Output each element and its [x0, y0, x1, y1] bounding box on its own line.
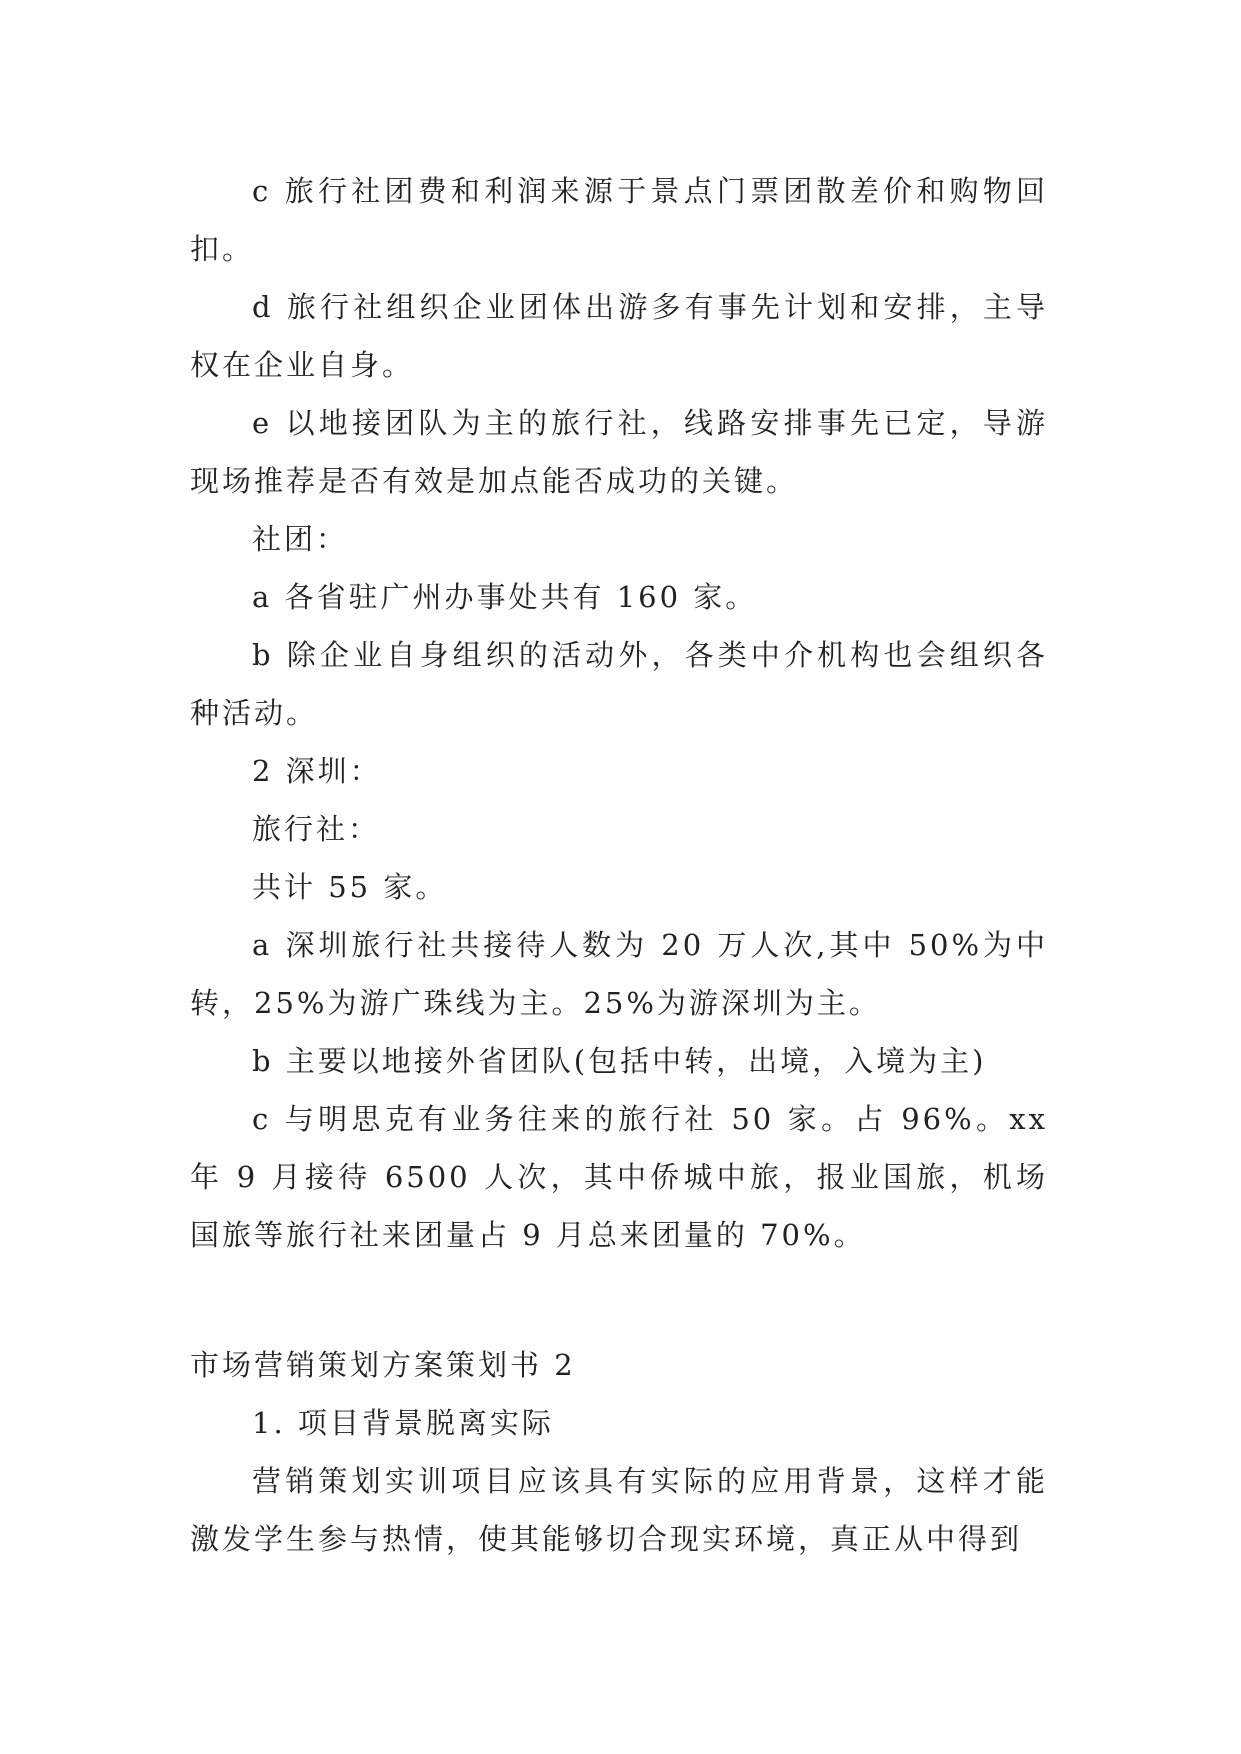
paragraph-a-provincial-offices: a 各省驻广州办事处共有 160 家。 — [252, 580, 758, 614]
paragraph-shenzhen-heading: 2 深圳： — [252, 754, 382, 788]
paragraph-b-intermediaries: b 除企业自身组织的活动外，各类中介机构也会组织各种活动。 — [190, 638, 1048, 730]
paragraph-c-profit-source: c 旅行社团费和利润来源于景点门票团散差价和购物回扣。 — [190, 174, 1048, 266]
paragraph-travel-agencies-heading: 旅行社： — [252, 812, 381, 846]
paragraph-project-background: 1. 项目背景脱离实际 — [252, 1406, 554, 1440]
paragraph-practical-application: 营销策划实训项目应该具有实际的应用背景，这样才能激发学生参与热情，使其能够切合现实环境，真正从中得到 — [190, 1464, 1048, 1556]
document-content — [190, 162, 1048, 1568]
paragraph-a-shenzhen-visitors: a 深圳旅行社共接待人数为 20 万人次,其中 50%为中转，25%为游广珠线为主。25%为游深圳为主。 — [190, 928, 1048, 1020]
paragraph-c-business-partners: c 与明思克有业务往来的旅行社 50 家。占 96%。xx 年 9 月接待 6500 人次，其中侨城中旅，报业国旅，机场国旅等旅行社来团量占 9 月总来团量的 70%。 — [190, 1102, 1048, 1252]
paragraph-b-inbound-groups: b 主要以地接外省团队(包括中转，出境，入境为主) — [252, 1044, 987, 1078]
paragraph-total-count: 共计 55 家。 — [252, 870, 448, 904]
paragraph-e-local-tour-groups: e 以地接团队为主的旅行社，线路安排事先已定，导游现场推荐是否有效是加点能否成功的关键。 — [190, 406, 1048, 498]
section-title: 市场营销策划方案策划书 2 — [190, 1348, 576, 1382]
paragraph-d-enterprise-trips: d 旅行社组织企业团体出游多有事先计划和安排，主导权在企业自身。 — [190, 290, 1048, 382]
paragraph-associations-heading: 社团： — [252, 522, 349, 556]
